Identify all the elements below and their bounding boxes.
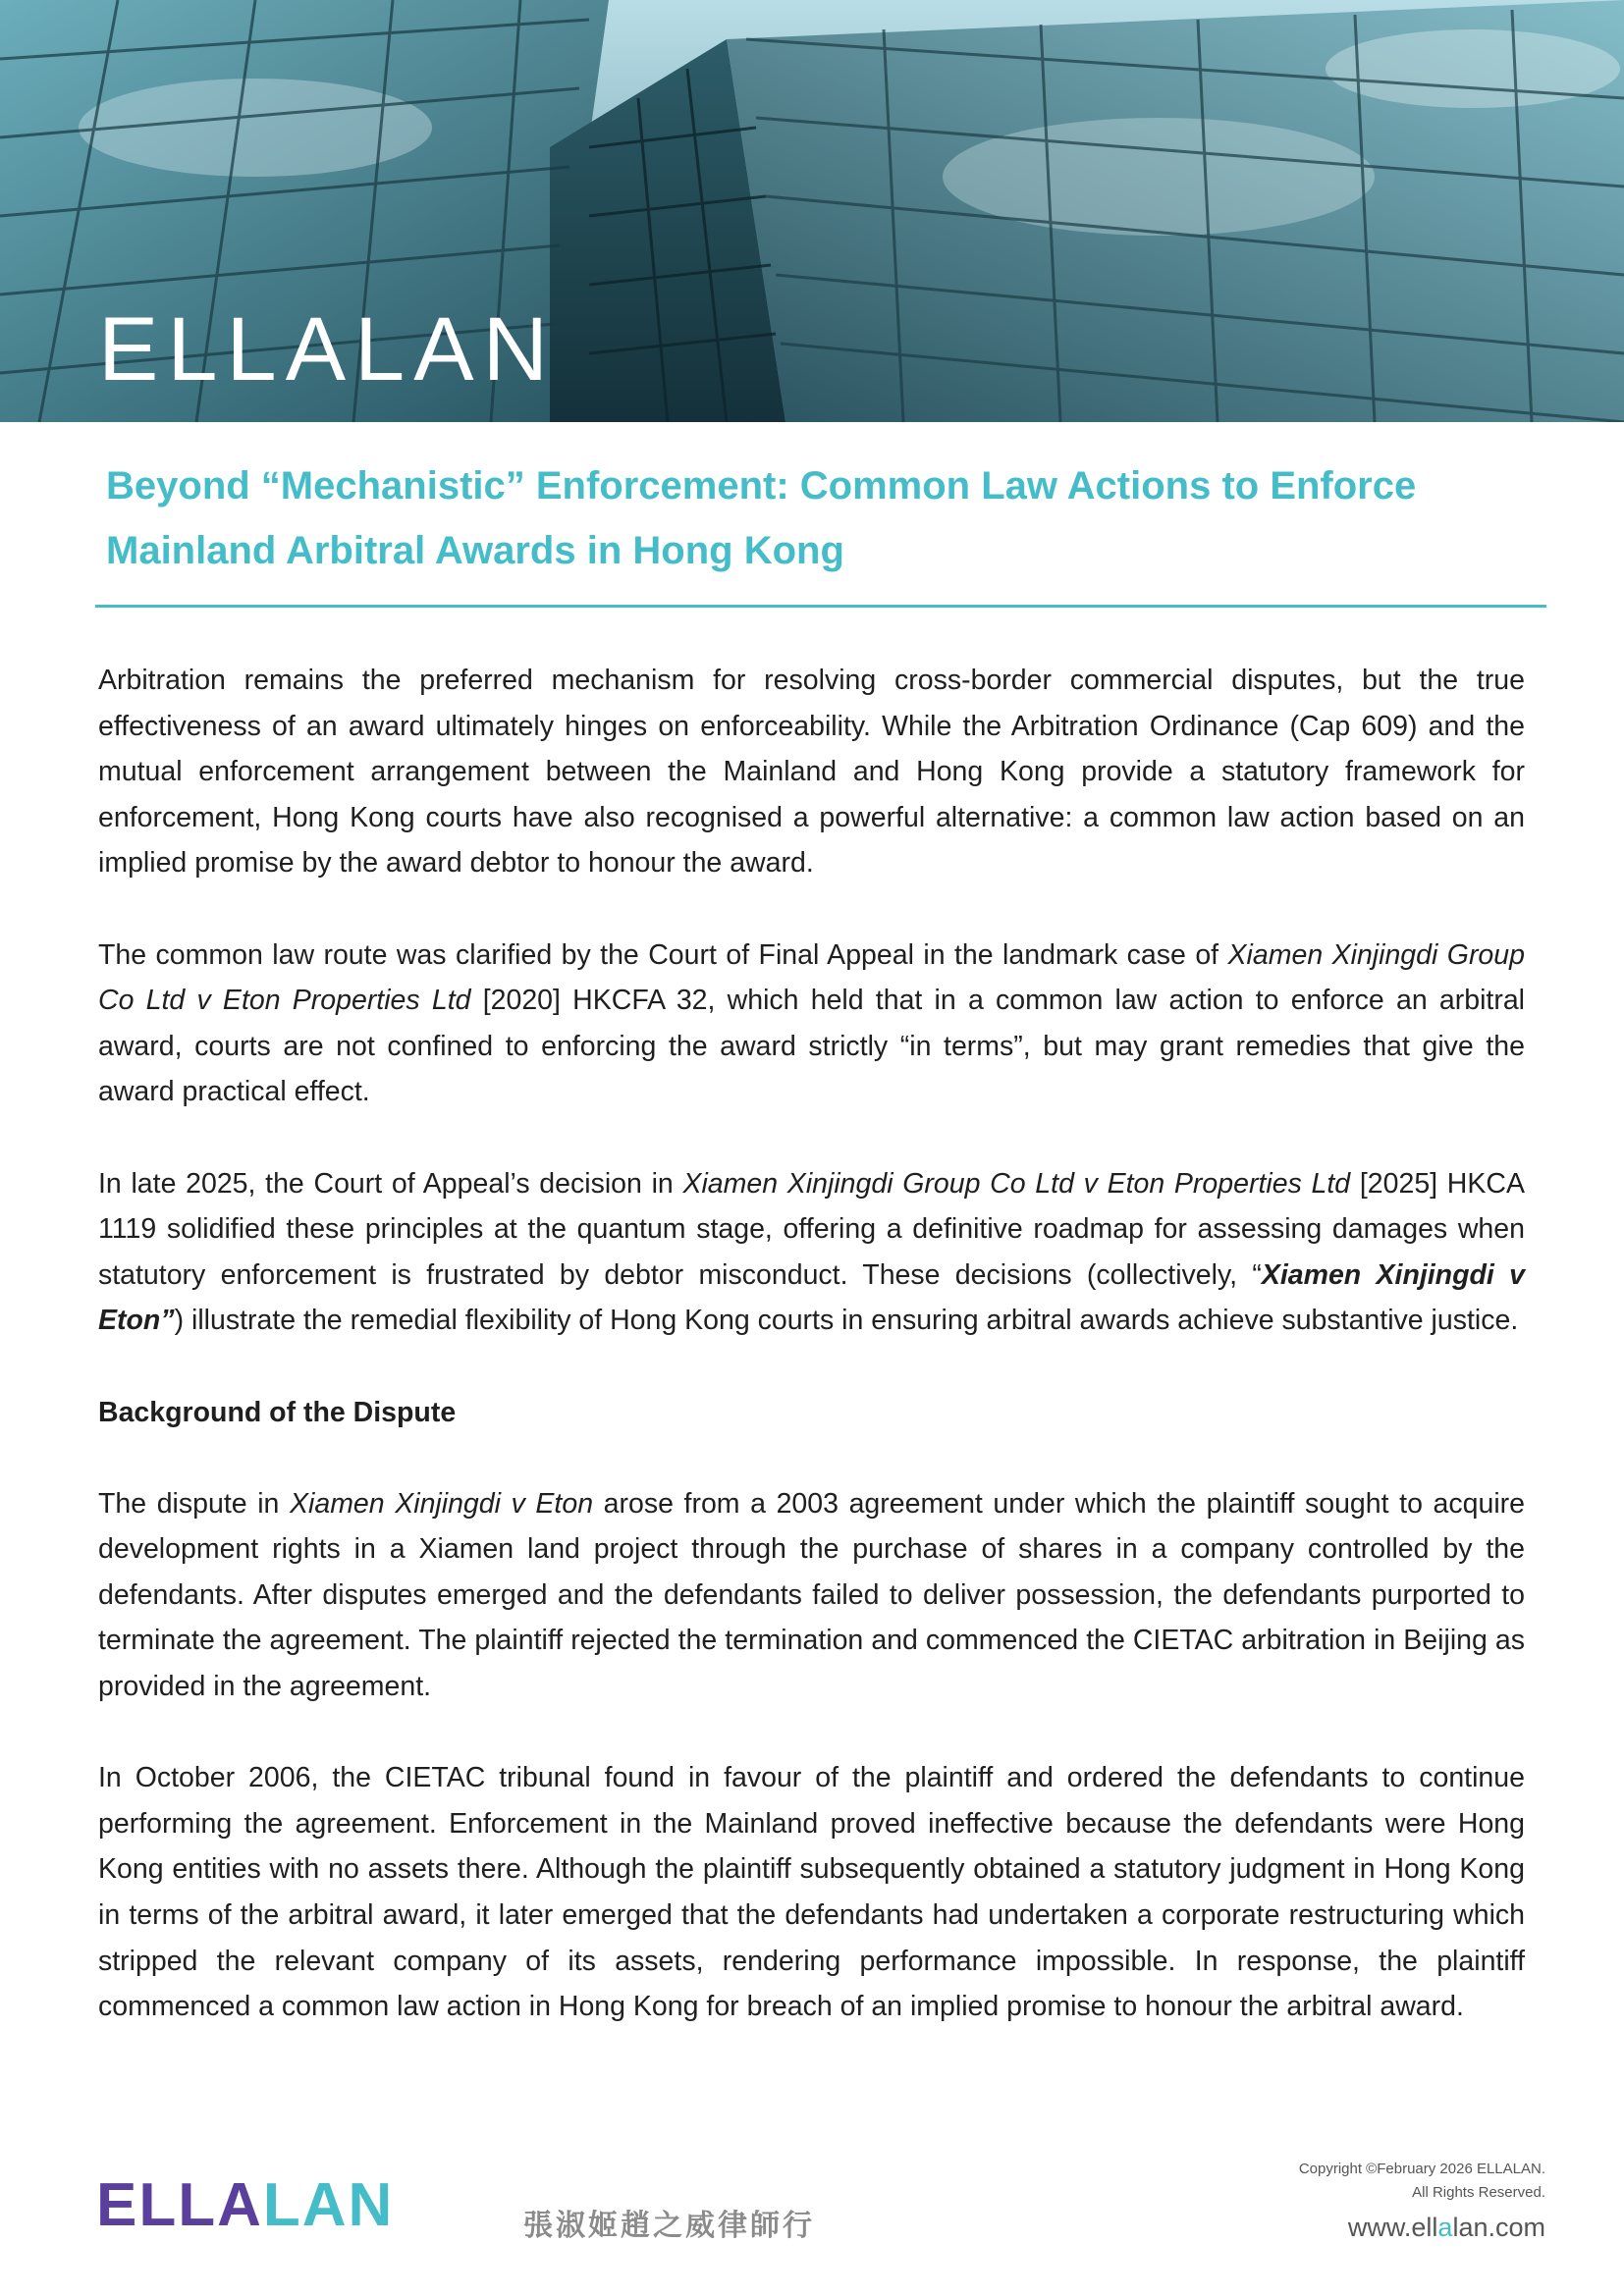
paragraph-text: arose from a 2003 agreement under which the plaintiff sought to acquire development rights in a Xiamen land project through the purchase of shares in a company controlled by the defendants. After disputes emerged and the defendants failed to deliver possession, the defendants purported to terminate the agreement. The plaintiff rejected the termination and commenced the CIETAC arbitration in Beijing as provided in the agreement. xyxy=(98,1487,1525,1703)
paragraph-text: In late 2025, the Court of Appeal’s decision in xyxy=(98,1167,683,1200)
paragraph-intro: Arbitration remains the preferred mechanism for resolving cross-border commercial disputes, but the true effectiveness of an award ultimately hinges on enforceability. While the Arbitration Ordinance (Cap 609) and the mutual enforcement arrangement between the Mainland and Hong Kong provide a statutory framework for enforcement, Hong Kong courts have also recognised a powerful alternative: a common law action based on an implied promise by the award debtor to honour the award. xyxy=(98,665,1525,880)
paragraph-background xyxy=(98,1481,1525,1710)
header-banner xyxy=(0,0,1624,422)
website-highlight: a xyxy=(1437,2213,1453,2242)
paragraph-tribunal: In October 2006, the CIETAC tribunal found in favour of the plaintiff and ordered the defendants to continue performing the agreement. Enforcement in the Mainland proved ineffective because the defendants were Hong Kong entities with no assets there. Although the plaintiff subsequently obtained a statutory judgment in Hong Kong in terms of the arbitral award, it later emerged that the defendants had undertaken a corporate restructuring which stripped the relevant company of its assets, rendering performance impossible. In response, the plaintiff commenced a common law action in Hong Kong for breach of an implied promise to honour the arbitral award. xyxy=(98,1762,1525,2023)
copyright-line: Copyright ©February 2026 ELLALAN. xyxy=(1298,2161,1545,2177)
rights-line: All Rights Reserved. xyxy=(1412,2184,1545,2201)
website-text: lan.com xyxy=(1452,2213,1545,2242)
website-link[interactable] xyxy=(1348,2213,1545,2243)
paragraph-text: ) illustrate the remedial flexibility of Hong Kong courts in ensuring arbitral awards achieve substantive justice. xyxy=(174,1305,1519,1337)
case-name: Xiamen Xinjingdi v Eton xyxy=(290,1487,594,1520)
footer-logo xyxy=(96,2171,395,2239)
firm-chinese-name: 張淑姬趙之威律師行 xyxy=(523,2209,815,2243)
paragraph-cfa-case xyxy=(98,933,1525,1115)
paragraph-text: The dispute in xyxy=(98,1487,290,1520)
logo-part-lan: LAN xyxy=(262,2171,395,2239)
article-body xyxy=(98,658,1525,2075)
copyright-notice xyxy=(1299,2158,1545,2205)
title-divider xyxy=(95,605,1546,608)
logo-part-ella: ELLA xyxy=(96,2171,263,2239)
paragraph-ca-case xyxy=(98,1161,1525,1344)
case-short-name: Xiamen Xinjingdi v Eton” xyxy=(98,1258,1525,1337)
section-heading: Background of the Dispute xyxy=(98,1396,457,1428)
article-title xyxy=(106,454,1540,583)
website-text: www.ell xyxy=(1347,2213,1438,2242)
title-line-1: Beyond “Mechanistic” Enforcement: Common Law Actions to Enforce xyxy=(106,464,1417,507)
title-line-2: Mainland Arbitral Awards in Hong Kong xyxy=(106,529,844,572)
case-name: Xiamen Xinjingdi Group Co Ltd v Eton Properties Ltd xyxy=(682,1167,1351,1200)
paragraph-text: [2020] HKCFA 32, which held that in a common law action to enforce an arbitral award, courts are not confined to enforcing the award strictly “in terms”, but may grant remedies that give the award practical effect. xyxy=(98,985,1526,1108)
paragraph-text: The common law route was clarified by the Court of Final Appeal in the landmark case of xyxy=(98,938,1228,971)
case-name: Xiamen Xinjingdi Group Co Ltd v Eton Properties Ltd xyxy=(98,938,1525,1017)
header-logo: ELLALAN xyxy=(98,299,558,400)
paragraph-text: [2025] HKCA 1119 solidified these principles at the quantum stage, offering a definitive roadmap for assessing damages when statutory enforcement is frustrated by debtor misconduct. These decisions (collectively, “ xyxy=(98,1167,1525,1291)
